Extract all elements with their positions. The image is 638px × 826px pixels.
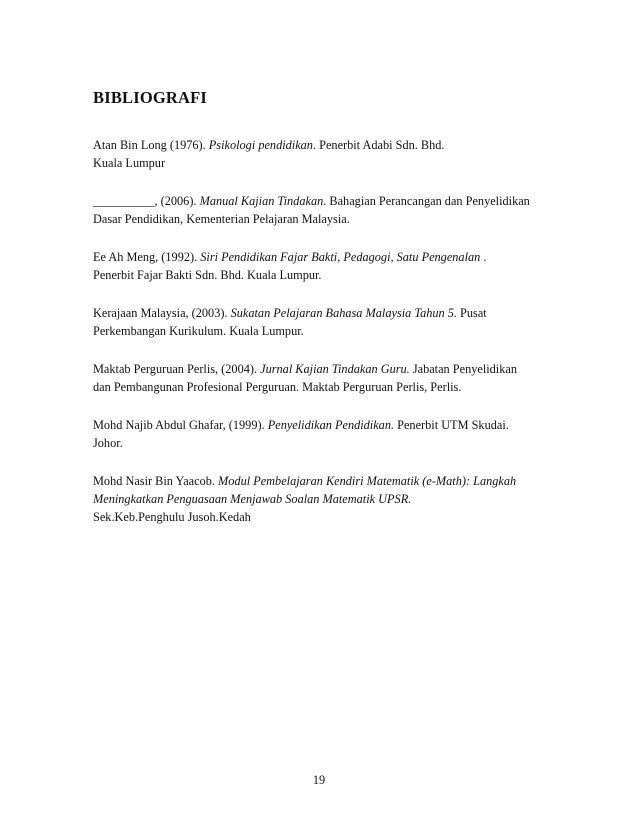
reference-continuation xyxy=(93,490,563,508)
reference-continuation xyxy=(93,378,563,396)
reference-title: Manual Kajian Tindakan xyxy=(199,194,324,208)
reference-continuation-text: Penerbit Fajar Bakti Sdn. Bhd. Kuala Lumpur. xyxy=(93,268,322,282)
reference-continuation-text: dan Pembangunan Profesional Perguruan. Maktab Perguruan Perlis, Perlis. xyxy=(93,380,462,394)
reference-continuation xyxy=(93,508,563,526)
reference-author-year: Mohd Najib Abdul Ghafar, (1999). xyxy=(93,418,268,432)
reference-author-year: __________, (2006). xyxy=(93,194,200,208)
reference-continuation xyxy=(93,434,563,452)
reference-author-year: Ee Ah Meng, (1992). xyxy=(93,250,201,264)
reference-item xyxy=(93,304,563,340)
reference-item xyxy=(93,192,563,228)
reference-publisher: Jabatan Penyelidikan xyxy=(409,362,517,376)
reference-title: Siri Pendidikan Fajar Bakti, Pedagogi, Satu Pengenalan xyxy=(200,250,481,264)
reference-item xyxy=(93,248,563,284)
page-heading: BIBLIOGRAFI xyxy=(93,88,208,107)
reference-continuation xyxy=(93,322,563,340)
reference-publisher: . Penerbit Adabi Sdn. Bhd. xyxy=(312,138,445,152)
reference-title: Jurnal Kajian Tindakan Guru. xyxy=(260,362,410,376)
reference-continuation-text: Johor. xyxy=(93,436,123,450)
reference-title: Penyelidikan Pendidikan. xyxy=(267,418,395,432)
reference-continuation-text: Perkembangan Kurikulum. Kuala Lumpur. xyxy=(93,324,304,338)
reference-continuation-text: Sek.Keb.Penghulu Jusoh.Kedah xyxy=(93,510,251,524)
reference-item xyxy=(93,416,563,452)
reference-author-year: Atan Bin Long (1976). xyxy=(93,138,209,152)
reference-author-year: Kerajaan Malaysia, (2003). xyxy=(93,306,231,320)
reference-item xyxy=(93,360,563,396)
page-number: 19 xyxy=(312,773,326,787)
reference-author-year: Maktab Perguruan Perlis, (2004). xyxy=(93,362,261,376)
reference-continuation-text: Dasar Pendidikan, Kementerian Pelajaran Malaysia. xyxy=(93,212,350,226)
reference-publisher: . xyxy=(480,250,487,264)
reference-title: Sukatan Pelajaran Bahasa Malaysia Tahun 5. xyxy=(230,306,457,320)
reference-continuation-text: Kuala Lumpur xyxy=(93,156,166,170)
reference-publisher: . Bahagian Perancangan dan Penyelidikan xyxy=(323,194,530,208)
reference-item xyxy=(93,136,563,172)
reference-item xyxy=(93,472,563,526)
reference-publisher: Penerbit UTM Skudai. xyxy=(394,418,509,432)
reference-title: Psikologi pendidikan xyxy=(208,138,313,152)
reference-continuation xyxy=(93,266,563,284)
reference-continuation xyxy=(93,154,563,172)
reference-title: Modul Pembelajaran Kendiri Matematik (e-Math): Langkah xyxy=(218,474,517,488)
reference-continuation xyxy=(93,210,563,228)
reference-publisher: Pusat xyxy=(456,306,487,320)
reference-list xyxy=(93,136,563,546)
reference-author-year: Mohd Nasir Bin Yaacob. xyxy=(93,474,219,488)
reference-title-continued: Meningkatkan Penguasaan Menjawab Soalan Matematik UPSR. xyxy=(93,492,412,506)
